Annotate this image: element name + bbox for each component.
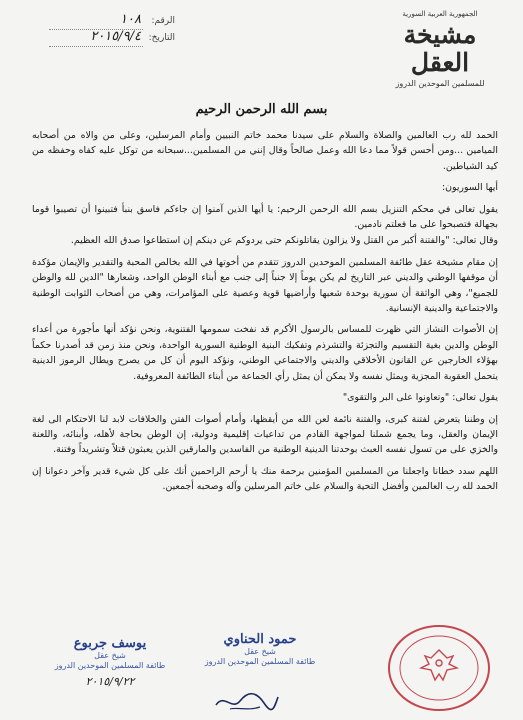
signature-center xyxy=(195,632,325,667)
seal-icon xyxy=(385,622,493,714)
dotted-line xyxy=(49,46,143,47)
basmala-heading: بسم الله الرحمن الرحيم xyxy=(195,102,328,117)
paragraph: إن مقام مشيخة عقل طائفة المسلمين الموحدين الدروز تتقدم من أخوتها في الله بخالص المحبة والتقدير والإيمان مؤكدة أن موقفها الوطني والديني عبر التاريخ لم يكن يوماً إلا جنباً إلى جنب مع أبناء الوطن الواحد، وشعارها "الدين لله والوطن للجميع"، وهي الواثقة أن سورية بوحدة شعبها وأراضيها قوية وعصية على المؤامرات، وهي من أصحاب الثوابت الوطنية والاجتماعية والدينية الإنسانية. xyxy=(32,256,498,315)
date-label: التاريخ: xyxy=(148,33,175,43)
signatory-org: طائفة المسلمين الموحدين الدروز xyxy=(204,657,316,666)
date-value: ٢٠١٥/٩/٤ xyxy=(90,29,141,44)
paragraph: إن وطننا يتعرض لفتنة كبرى، والفتنة نائمة لعن الله من أيقظها، وأمام أصوات الفتن والخلافات لابد لنا الاحتكام الى لغة الإيمان والعقل، وما يجمع شملنا لمواجهة القادم من تداعيات إقليمية ودولية، إن الوطن بحاجة لأهله، وأبنائه، واللعنة والخزي على من تسول نفسه العبث بوحدتنا الدينية الوطنية من الفاسدين والمارقين الذين يعبثون قتلاً وتشريداً وفتنة. xyxy=(32,413,498,456)
paragraph: الحمد لله رب العالمين والصلاة والسلام على سيدنا محمد خاتم النبيين وأمام المرسلين، وعلى من والاه من أصحابه الميامين ...ومن أحسن قولاً مما دعا الله وعمل صالحاً وقال إنني من المسلمين...سبحانه من توكل عليه كفاه وحفظه من كيد الشياطين. xyxy=(32,130,498,172)
logo-top-text: الجمهورية العربية السورية xyxy=(402,10,478,18)
paragraph: إن الأصوات النشاز التي ظهرت للمساس بالرسول الأكرم قد نفخت سمومها الفتنوية، ونحن نؤكد أنها مأجورة من أعداء الوطن والدين بغية التقسيم والتجزئة والتشرذم وتفكيك البنية الوطنية السورية الواحدة، ونحن منذ زمن قد أصدرنا حكماً بهؤلاء الخارجين عن القانون الأخلاقي والديني والاجتماعي الوطني، ونؤكد اليوم أن كل من يصرح ويطال الرموز الدينية يتحمل العقوبة المجزية ويمثل نفسه ولا يمكن أن يمثل رأي الجماعة من أبناء الطائفة المعروفية. xyxy=(32,324,498,382)
date-row xyxy=(45,31,175,48)
signatory-name: يوسف جربوع xyxy=(73,636,147,651)
logo-main-text: مشيخة العقل xyxy=(403,20,477,77)
institution-logo xyxy=(379,10,501,88)
official-seal xyxy=(385,622,493,714)
ref-number-label: الرقم: xyxy=(151,16,175,26)
paragraph: أيها السوريون: xyxy=(441,182,498,194)
signatory-name: حمود الحناوي xyxy=(223,632,297,647)
paragraph: اللهم سدد خطانا واجعلنا من المسلمين المؤمنين برحمة منك يا أرحم الراحمين أنك على كل شيء قدير وآخر دعوانا إن الحمد لله رب العالمين وأفضل التحية والسلام على خاتم المرسلين وآله وصحبه أجمعين. xyxy=(32,465,498,493)
letter-body xyxy=(32,128,498,501)
signatory-title: شيخ عقل xyxy=(94,651,126,660)
handwritten-signature-icon xyxy=(212,687,282,715)
ref-number-value: ١٠٨ xyxy=(120,12,141,27)
signature-date: ٢٠١٥/٩/٢٢ xyxy=(85,675,135,688)
paragraph: يقول تعالى في محكم التنزيل بسم الله الرحمن الرحيم: يا أيها الذين آمنوا إن جاءكم فاسق بنبأ فتبينوا أن تصيبوا قوما بجهالة فتصبحوا على ما فعلتم نادمين. xyxy=(32,203,498,231)
paragraph: يقول تعالى: "وتعاونوا على البر والتقوى" xyxy=(342,392,498,404)
signature-block xyxy=(0,632,523,720)
reference-block xyxy=(45,14,175,48)
paragraph: وقال تعالى: "والفتنة أكبر من القتل ولا يزالون يقاتلونكم حتى يردوكم عن دينكم إن استطاعوا صدق الله العظيم. xyxy=(70,235,498,247)
signatory-title: شيخ عقل xyxy=(244,647,276,656)
letterhead xyxy=(0,4,523,88)
signature-left xyxy=(40,636,180,687)
logo-sub-text: للمسلمين الموحدين الدروز xyxy=(395,79,485,88)
signatory-org: طائفة المسلمين الموحدين الدروز xyxy=(54,661,166,670)
